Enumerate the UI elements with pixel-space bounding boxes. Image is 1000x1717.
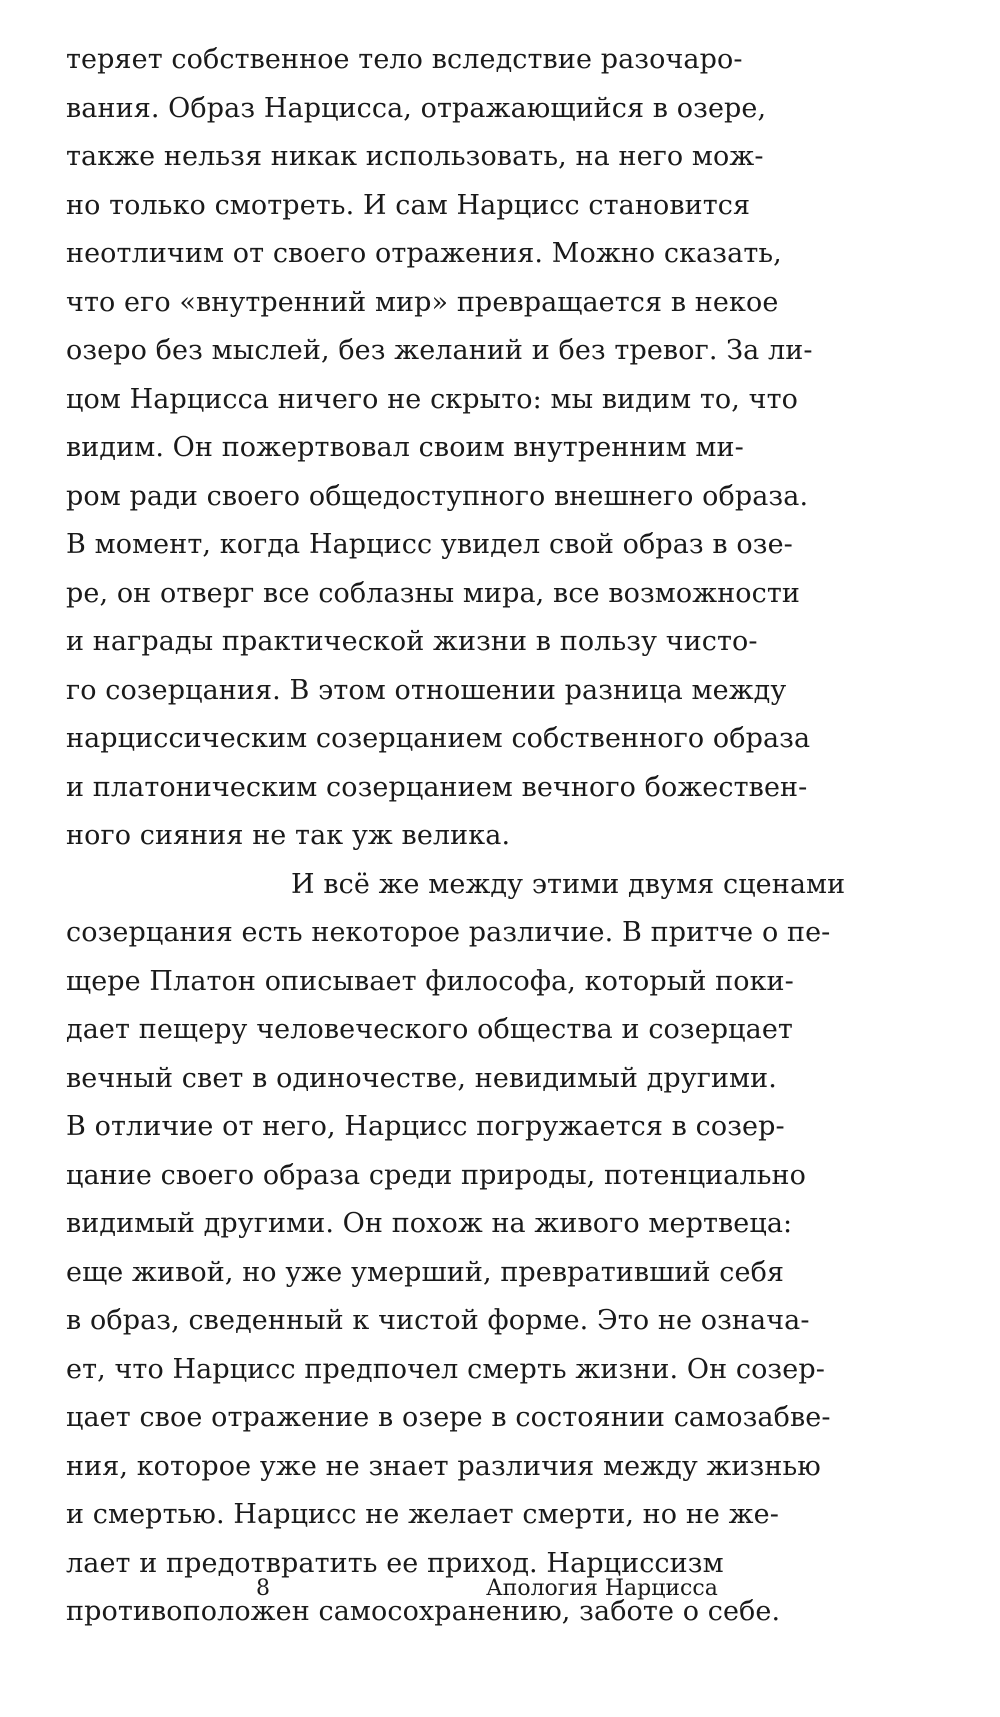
text-line: ет, что Нарцисс предпочел смерть жизни. Он созер- xyxy=(66,1353,825,1385)
text-line: цом Нарцисса ничего не скрыто: мы видим то, что xyxy=(66,383,798,415)
text-line: вечный свет в одиночестве, невидимый другими. xyxy=(66,1062,777,1094)
text-line: дает пещеру человеческого общества и созерцает xyxy=(66,1014,793,1045)
text-line: еще живой, но уже умерший, превративший себя xyxy=(66,1256,785,1288)
text-line: в образ, сведенный к чистой форме. Это не означа- xyxy=(66,1305,810,1336)
text-line: что его «внутренний мир» превращается в некое xyxy=(66,286,779,318)
page-number: 8 xyxy=(256,1576,270,1601)
text-line: И всё же между этими двумя сценами xyxy=(291,868,846,900)
text-line: ром ради своего общедоступного внешнего образа. xyxy=(66,480,809,512)
running-title: Апология Нарцисса xyxy=(486,1576,718,1601)
text-line: В момент, когда Нарцисс увидел свой образ в озе- xyxy=(66,529,793,560)
text-line: и платоническим созерцанием вечного божествен- xyxy=(66,771,808,803)
page-footer xyxy=(0,1576,1000,1616)
text-line: го созерцания. В этом отношении разница между xyxy=(66,674,787,706)
text-line: теряет собственное тело вследствие разочаро- xyxy=(66,44,743,75)
text-line: нарциссическим созерцанием собственного образа xyxy=(66,723,811,754)
text-line: В отличие от него, Нарцисс погружается в созер- xyxy=(66,1111,785,1142)
text-line: неотличим от своего отражения. Можно сказать, xyxy=(66,238,782,269)
text-line: цание своего образа среди природы, потенциально xyxy=(66,1159,806,1191)
text-line: противоположен самосохранению, заботе о себе. xyxy=(66,1596,781,1627)
text-line: цает свое отражение в озере в состоянии самозабве- xyxy=(66,1402,831,1433)
text-line: ного сияния не так уж велика. xyxy=(66,820,511,851)
text-line: лает и предотвратить ее приход. Нарциссизм xyxy=(66,1547,724,1579)
text-line: видимый другими. Он похож на живого мертвеца: xyxy=(66,1208,793,1239)
text-line: вания. Образ Нарцисса, отражающийся в озере, xyxy=(66,92,767,124)
text-line: озеро без мыслей, без желаний и без тревог. За ли- xyxy=(66,335,813,366)
text-line: ре, он отверг все соблазны мира, все возможности xyxy=(66,577,801,609)
text-line: видим. Он пожертвовал своим внутренним ми- xyxy=(66,432,744,463)
text-line: ния, которое уже не знает различия между жизнью xyxy=(66,1450,821,1482)
text-line: созерцания есть некоторое различие. В притче о пе- xyxy=(66,917,831,948)
paragraph-1 xyxy=(66,36,946,861)
text-line: и награды практической жизни в пользу чисто- xyxy=(66,626,758,657)
text-line: и смертью. Нарцисс не желает смерти, но не же- xyxy=(66,1499,779,1530)
text-line: но только смотреть. И сам Нарцисс становится xyxy=(66,189,751,221)
paragraph-2 xyxy=(66,861,946,1637)
text-line: щере Платон описывает философа, который поки- xyxy=(66,965,794,997)
body-text xyxy=(66,36,946,1637)
text-line: также нельзя никак использовать, на него мож- xyxy=(66,141,764,172)
